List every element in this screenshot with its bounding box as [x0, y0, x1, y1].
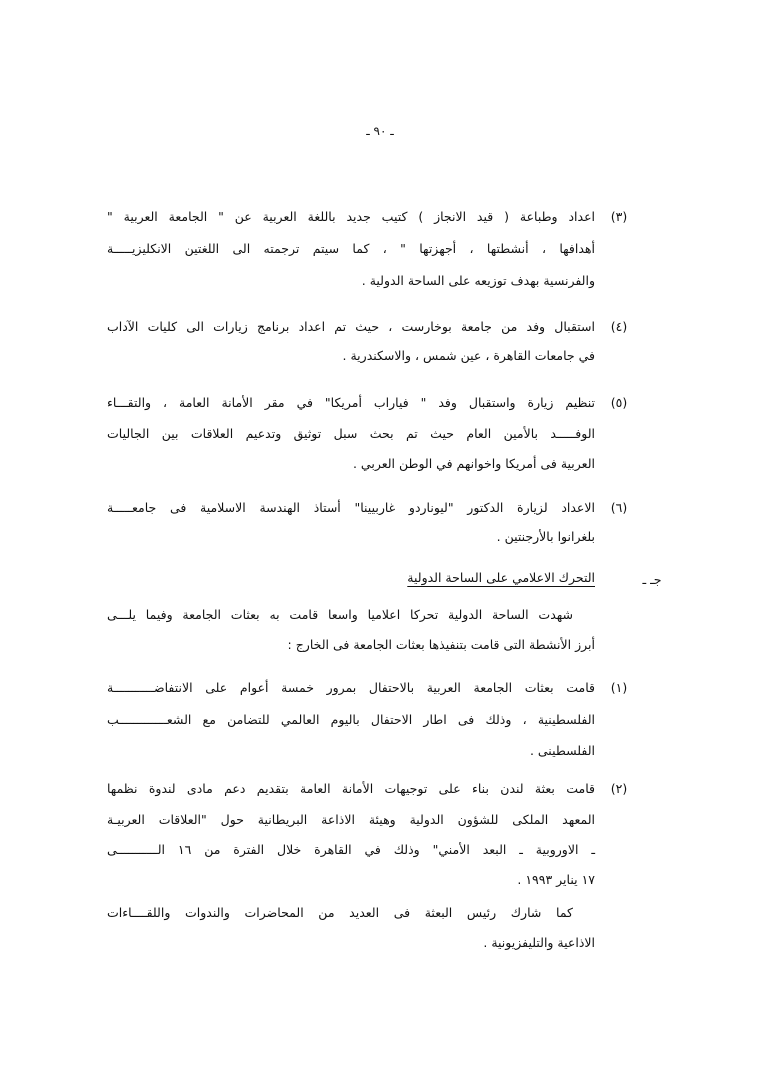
- item-line: العربية فى أمريكا واخوانهم في الوطن العربي .: [352, 456, 595, 471]
- closing-line: كما شارك رئيس البعثة فى العديد من المحاضرات والندوات واللقــــاءات: [107, 905, 573, 920]
- item-line: أهدافها ، أنشطتها ، أجهزتها " ، كما سيتم ترجمته الى اللغتين الانكليزيـــــة: [107, 241, 595, 256]
- item-marker: (٦): [610, 500, 628, 515]
- item-line: بلغرانوا بالأرجنتين .: [496, 529, 595, 544]
- section-marker: جـ ـ: [642, 572, 662, 587]
- item-line: في جامعات القاهرة ، عين شمس ، والاسكندرية .: [342, 348, 595, 363]
- page-number: ـ ٩٠ ـ: [366, 124, 394, 138]
- item-line: ١٧ يناير ١٩٩٣ .: [517, 872, 595, 887]
- section-title: التحرك الاعلامي على الساحة الدولية: [407, 570, 595, 585]
- intro-line: شهدت الساحة الدولية تحركا اعلاميا واسعا قامت به بعثات الجامعة وفيما يلـــى: [107, 607, 573, 622]
- item-line: اعداد وطباعة ( قيد الانجاز ) كتيب جديد باللغة العربية عن " الجامعة العربية ": [107, 209, 595, 224]
- item-line: قامت بعثة لندن بناء على توجيهات الأمانة العامة بتقديم دعم مادى لندوة نظمها: [107, 781, 595, 796]
- item-marker: (٢): [610, 781, 628, 796]
- item-marker: (٣): [610, 209, 628, 224]
- item-line: المعهد الملكى للشؤون الدولية وهيئة الاذاعة البريطانية حول "العلاقات العربيـة: [107, 812, 595, 827]
- item-line: الوفـــــد بالأمين العام حيث تم بحث سبل توثيق وتدعيم العلاقات بين الجاليات: [107, 426, 595, 441]
- closing-line: الاذاعية والتليفزيونية .: [483, 935, 595, 950]
- item-marker: (٤): [610, 319, 628, 334]
- item-line: قامت بعثات الجامعة العربية بالاحتفال بمرور خمسة أعوام على الانتفاضـــــــــــة: [107, 680, 595, 695]
- item-marker: (١): [610, 680, 628, 695]
- item-line: الفلسطينى .: [529, 743, 595, 758]
- item-marker: (٥): [610, 395, 628, 410]
- item-line: والفرنسية بهدف توزيعه على الساحة الدولية .: [361, 273, 595, 288]
- item-line: الاعداد لزيارة الدكتور "ليوناردو غاربيينا" أستاذ الهندسة الاسلامية فى جامعـــــة: [107, 500, 595, 515]
- item-line: استقبال وفد من جامعة بوخارست ، حيث تم اعداد برنامج زيارات الى كليات الآداب: [107, 319, 595, 334]
- item-line: تنظيم زيارة واستقبال وفد " فياراب أمريكا" في مقر الأمانة العامة ، والتقـــاء: [107, 395, 595, 410]
- item-line: ـ الاوروبية ـ البعد الأمني" وذلك في القاهرة خلال الفترة من ١٦ الـــــــــــى: [107, 842, 595, 857]
- intro-line: أبرز الأنشطة التى قامت بتنفيذها بعثات الجامعة فى الخارج :: [287, 637, 595, 652]
- item-line: الفلسطينية ، وذلك فى اطار الاحتفال باليوم العالمي للتضامن مع الشعـــــــــــــب: [107, 712, 595, 727]
